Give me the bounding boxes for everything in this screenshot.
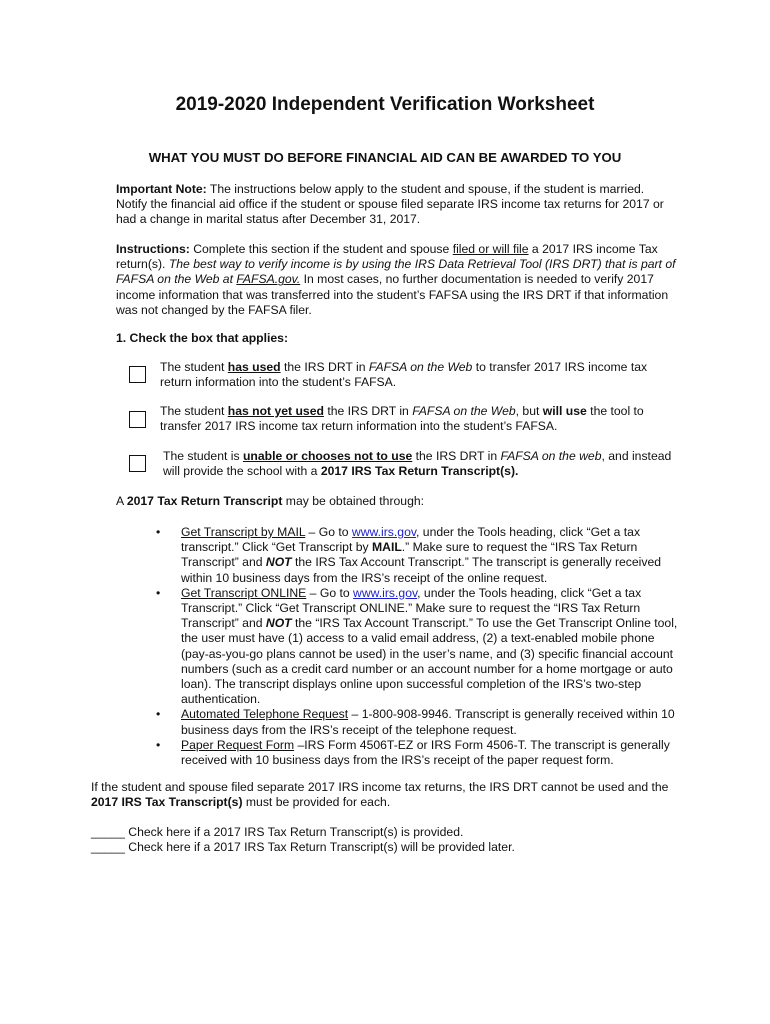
get-transcript-mail-link[interactable]: Get Transcript by MAIL bbox=[181, 525, 306, 539]
bullet-icon: • bbox=[156, 707, 161, 722]
option-text-unable: The student is unable or chooses not to use the IRS DRT in FAFSA on the web, and instead will provide the school with a 2017 IRS Tax Return Transcript(s). bbox=[163, 449, 672, 479]
important-text: The instructions below apply to the student and spouse, if the student is married. Notify the financial aid office if the student or spouse filed separate IRS income tax returns for 2017 or had a change in marital status after December 31, 2017. bbox=[116, 182, 664, 227]
page-title: 2019-2020 Independent Verification Worksheet bbox=[175, 94, 595, 115]
irs-gov-link[interactable]: www.irs.gov bbox=[353, 585, 418, 600]
filed-will-file: filed or will file bbox=[452, 242, 529, 256]
transcript-intro: A 2017 Tax Return Transcript may be obtained through: bbox=[116, 494, 425, 508]
list-item-paper: • Paper Request Form –IRS Form 4506T-EZ or IRS Form 4506-T. The transcript is generally received with 10 business days from the IRS’s receipt of the paper request form. bbox=[156, 737, 670, 768]
list-item-online: • Get Transcript ONLINE – Go to www.irs.gov, under the Tools heading, click “Get a tax Transcript.” Click “Get Transcript ONLINE.” Make sure to request the “IRS Tax Return Transcript” and NOT the “IRS Tax Account Transcript.” To use the Get Transcript Online tool, the user must have (1) access to a valid email address, (2) a text-enabled mobile phone (pay-as-you-go plans cannot be used) in the user’s name, and (3) specific financial account numbers (such as a credit card number or an account number for a home mortgage or auto loan). The transcript displays online upon successful completion of the IRS’s two-step authentication. bbox=[156, 585, 678, 707]
check-line-provided[interactable]: _____ Check here if a 2017 IRS Tax Return Transcript(s) is provided. bbox=[91, 825, 464, 839]
important-label: Important Note: bbox=[116, 182, 207, 196]
instructions-text: Complete this section if the student and spouse bbox=[189, 242, 453, 256]
list-item-phone: • Automated Telephone Request – 1-800-908-9946. Transcript is generally received within 10 business days from the IRS’s receipt of the telephone request. bbox=[156, 707, 675, 737]
separate-returns-note: If the student and spouse filed separate 2017 IRS income tax returns, the IRS DRT cannot be used and the 2017 IRS Tax Transcript(s) must be provided for each. bbox=[91, 780, 669, 810]
get-transcript-online-link[interactable]: Get Transcript ONLINE bbox=[181, 585, 307, 600]
instructions-text-2: a 2017 IRS income Tax return(s). bbox=[116, 242, 658, 272]
important-note bbox=[116, 182, 676, 228]
telephone-request-label: Automated Telephone Request bbox=[181, 707, 349, 722]
option-text-not-yet-used: The student has not yet used the IRS DRT in FAFSA on the Web, but will use the tool to transfer 2017 IRS income tax return information into the student’s FAFSA. bbox=[160, 404, 644, 434]
option-text-has-used: The student has used the IRS DRT in FAFSA on the Web to transfer 2017 IRS income tax return information into the student’s FAFSA. bbox=[160, 360, 648, 390]
option-checkbox-unable[interactable] bbox=[129, 455, 146, 472]
instructions-italic: The best way to verify income is by using the IRS Data Retrieval Tool (IRS DRT) that is part of FAFSA on the Web at bbox=[116, 257, 676, 287]
bullet-icon: • bbox=[156, 525, 161, 539]
list-item-mail: • Get Transcript by MAIL – Go to www.irs.gov, under the Tools heading, click “Get a tax transcript.” Click “Get Transcript by MAIL.” Make sure to request the “IRS Tax Return Transcript” and NOT the IRS Tax Account Transcript.” The transcript is generally received within 10 business days from the IRS’s receipt of the online request. bbox=[156, 525, 662, 585]
section-heading: 1. Check the box that applies: bbox=[116, 331, 289, 345]
instructions-label: Instructions: bbox=[116, 242, 190, 256]
bullet-icon: • bbox=[156, 737, 161, 752]
fafsa-gov-link[interactable]: FAFSA.gov. bbox=[236, 272, 301, 287]
page-subtitle: WHAT YOU MUST DO BEFORE FINANCIAL AID CAN BE AWARDED TO YOU bbox=[148, 150, 622, 165]
bullet-icon: • bbox=[156, 585, 161, 600]
option-checkbox-has-used[interactable] bbox=[129, 366, 146, 383]
paper-request-label: Paper Request Form bbox=[181, 737, 295, 752]
instructions bbox=[116, 242, 676, 318]
instructions-text-3: In most cases, no further documentation is needed to verify 2017 income information that was transferred into the student’s FAFSA using the IRS DRT if that information was not changed by the FAFSA filer. bbox=[116, 272, 669, 317]
option-checkbox-not-yet-used[interactable] bbox=[129, 411, 146, 428]
check-line-later[interactable]: _____ Check here if a 2017 IRS Tax Return Transcript(s) will be provided later. bbox=[91, 840, 515, 854]
irs-gov-link[interactable]: www.irs.gov bbox=[351, 525, 417, 539]
transcript-options-list bbox=[156, 525, 684, 768]
